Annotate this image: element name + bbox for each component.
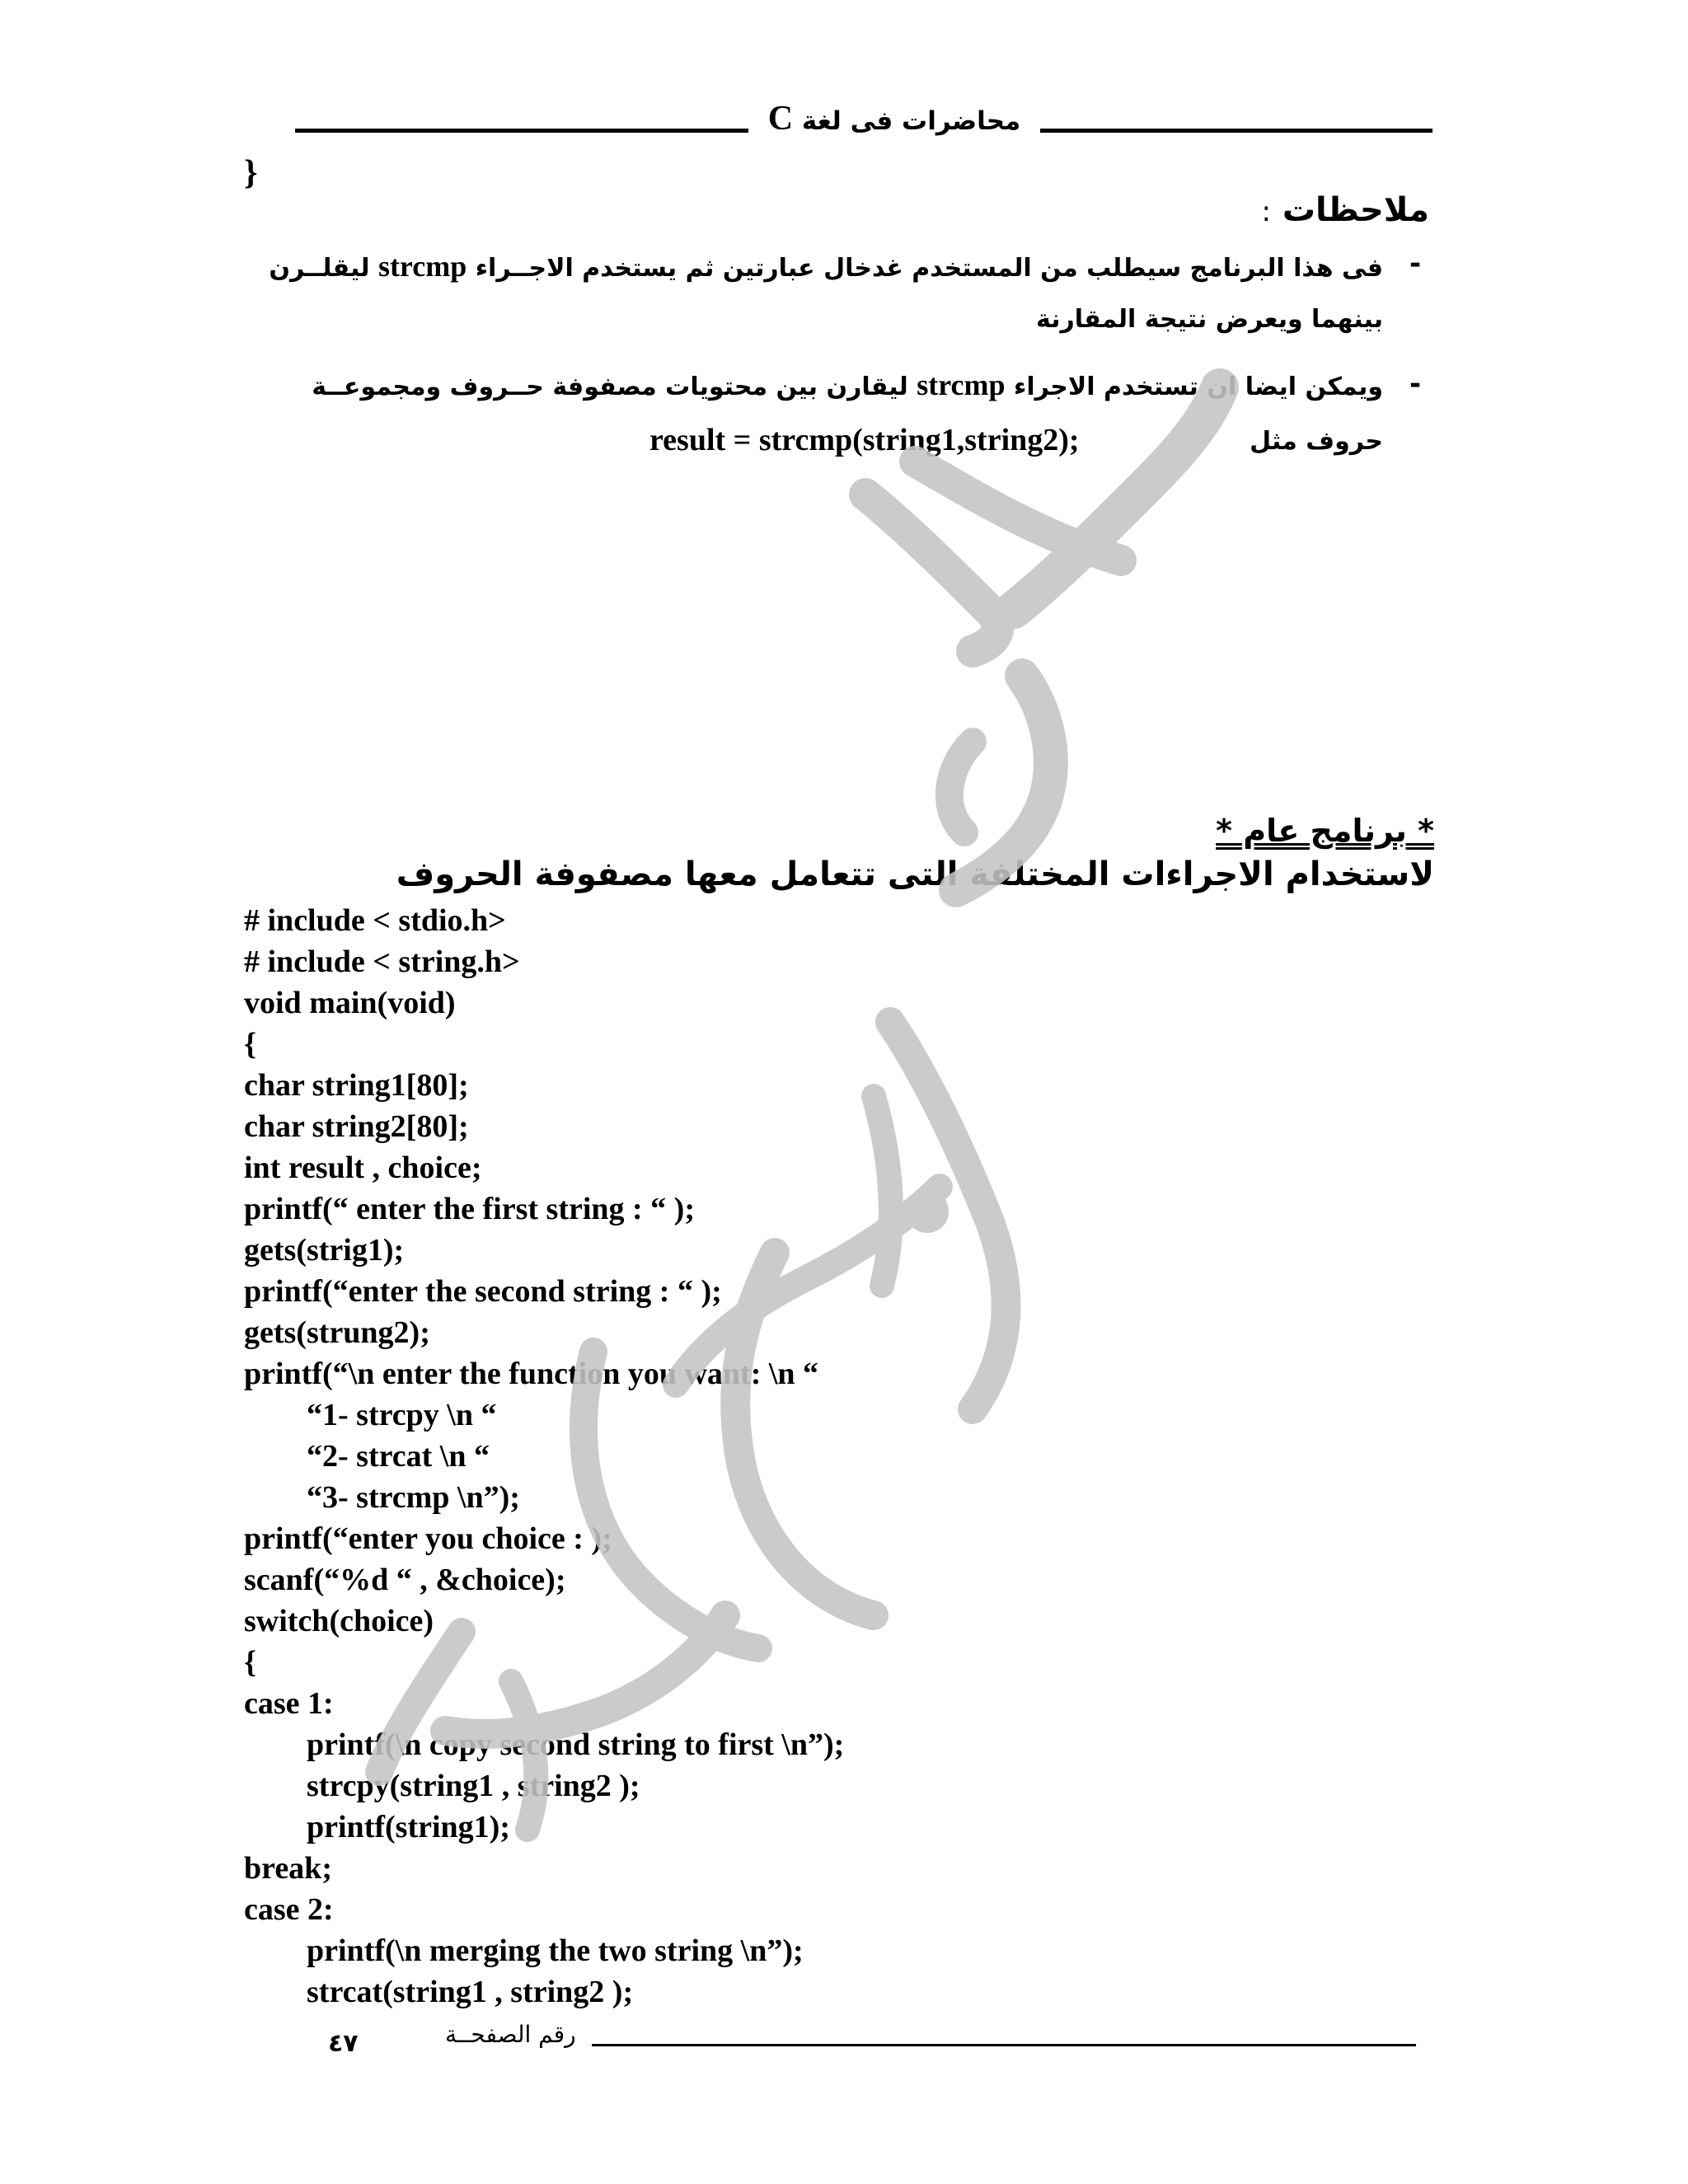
note-bullet-2: - xyxy=(1409,368,1422,401)
program-heading: * برنامج عام * xyxy=(1216,813,1434,849)
note-2-keyword: strcmp xyxy=(917,368,1006,401)
code-line: printf(\n copy second string to first \n”); xyxy=(244,1727,845,1762)
note-2-text-a: ويمكن ايضا ان تستخدم الاجراء xyxy=(1013,373,1383,401)
code-line: switch(choice) xyxy=(244,1604,434,1638)
header-title-language: C xyxy=(767,100,794,138)
footer-rule xyxy=(592,2044,1416,2046)
program-subheading: لاستخدام الاجراءات المختلفة التى تتعامل معها مصفوفة الحروف xyxy=(396,855,1434,893)
note-2-text-b: ليقارن بين محتويات مصفوفة حــروف ومجموعــة xyxy=(312,373,908,401)
note-bullet-1: - xyxy=(1409,247,1422,280)
code-line: printf(“enter you choice : ); xyxy=(244,1521,612,1556)
closing-brace: } xyxy=(244,154,258,192)
notes-heading xyxy=(1261,191,1429,229)
code-line: strcat(string1 , string2 ); xyxy=(244,1975,634,2009)
note-1-keyword: strcmp xyxy=(377,250,467,283)
header-title-text: محاضرات فى لغة xyxy=(801,106,1021,136)
code-line: gets(strig1); xyxy=(244,1233,405,1268)
code-line: char string1[80]; xyxy=(244,1068,469,1103)
notes-heading-colon: : xyxy=(1261,195,1271,228)
code-line: strcpy(string1 , string2 ); xyxy=(244,1769,640,1803)
header-title xyxy=(758,99,1030,138)
note-1-text-b: ليقلــرن xyxy=(269,254,370,283)
code-line: char string2[80]; xyxy=(244,1109,469,1144)
note-2-line-1 xyxy=(312,368,1383,402)
notes-heading-text: ملاحظات xyxy=(1282,191,1429,229)
code-line: case 2: xyxy=(244,1892,334,1927)
note-1-line-1 xyxy=(269,249,1383,284)
code-line: “1- strcpy \n “ xyxy=(244,1398,497,1432)
code-line: # include < string.h> xyxy=(244,944,520,979)
code-line: printf(“enter the second string : “ ); xyxy=(244,1274,722,1309)
code-line: void main(void) xyxy=(244,986,456,1020)
code-line: case 1: xyxy=(244,1686,334,1721)
strcmp-formula: result = strcmp(string1,string2); xyxy=(649,423,1080,457)
code-line: int result , choice; xyxy=(244,1151,482,1185)
code-block xyxy=(244,900,844,2013)
header-rule-right xyxy=(1040,129,1432,133)
code-line: # include < stdio.h> xyxy=(244,903,506,938)
code-line: scanf(“%d “ , &choice); xyxy=(244,1563,566,1597)
code-line: printf(“ enter the first string : “ ); xyxy=(244,1192,695,1226)
header-rule-left xyxy=(295,129,748,133)
code-line: “3- strcmp \n”); xyxy=(244,1480,520,1515)
code-line: “2- strcat \n “ xyxy=(244,1439,490,1474)
note-1-text-a: فى هذا البرنامج سيطلب من المستخدم غدخال عبارتين ثم يستخدم الاجــراء xyxy=(475,254,1383,283)
code-line: break; xyxy=(244,1851,332,1886)
code-line: { xyxy=(244,1645,256,1680)
note-1-line-2: بينهما ويعرض نتيجة المقارنة xyxy=(1036,305,1383,334)
note-2-line-2: حروف مثل xyxy=(1250,427,1383,456)
code-line: printf(\n merging the two string \n”); xyxy=(244,1933,804,1968)
code-line: printf(string1); xyxy=(244,1810,510,1844)
footer-page-number: ٤٧ xyxy=(328,2029,359,2058)
code-line: printf(“\n enter the function you want: \n “ xyxy=(244,1357,819,1391)
code-line: { xyxy=(244,1027,256,1062)
footer-page-label: رقم الصفحــة xyxy=(445,2021,576,2048)
code-line: gets(strung2); xyxy=(244,1315,430,1350)
